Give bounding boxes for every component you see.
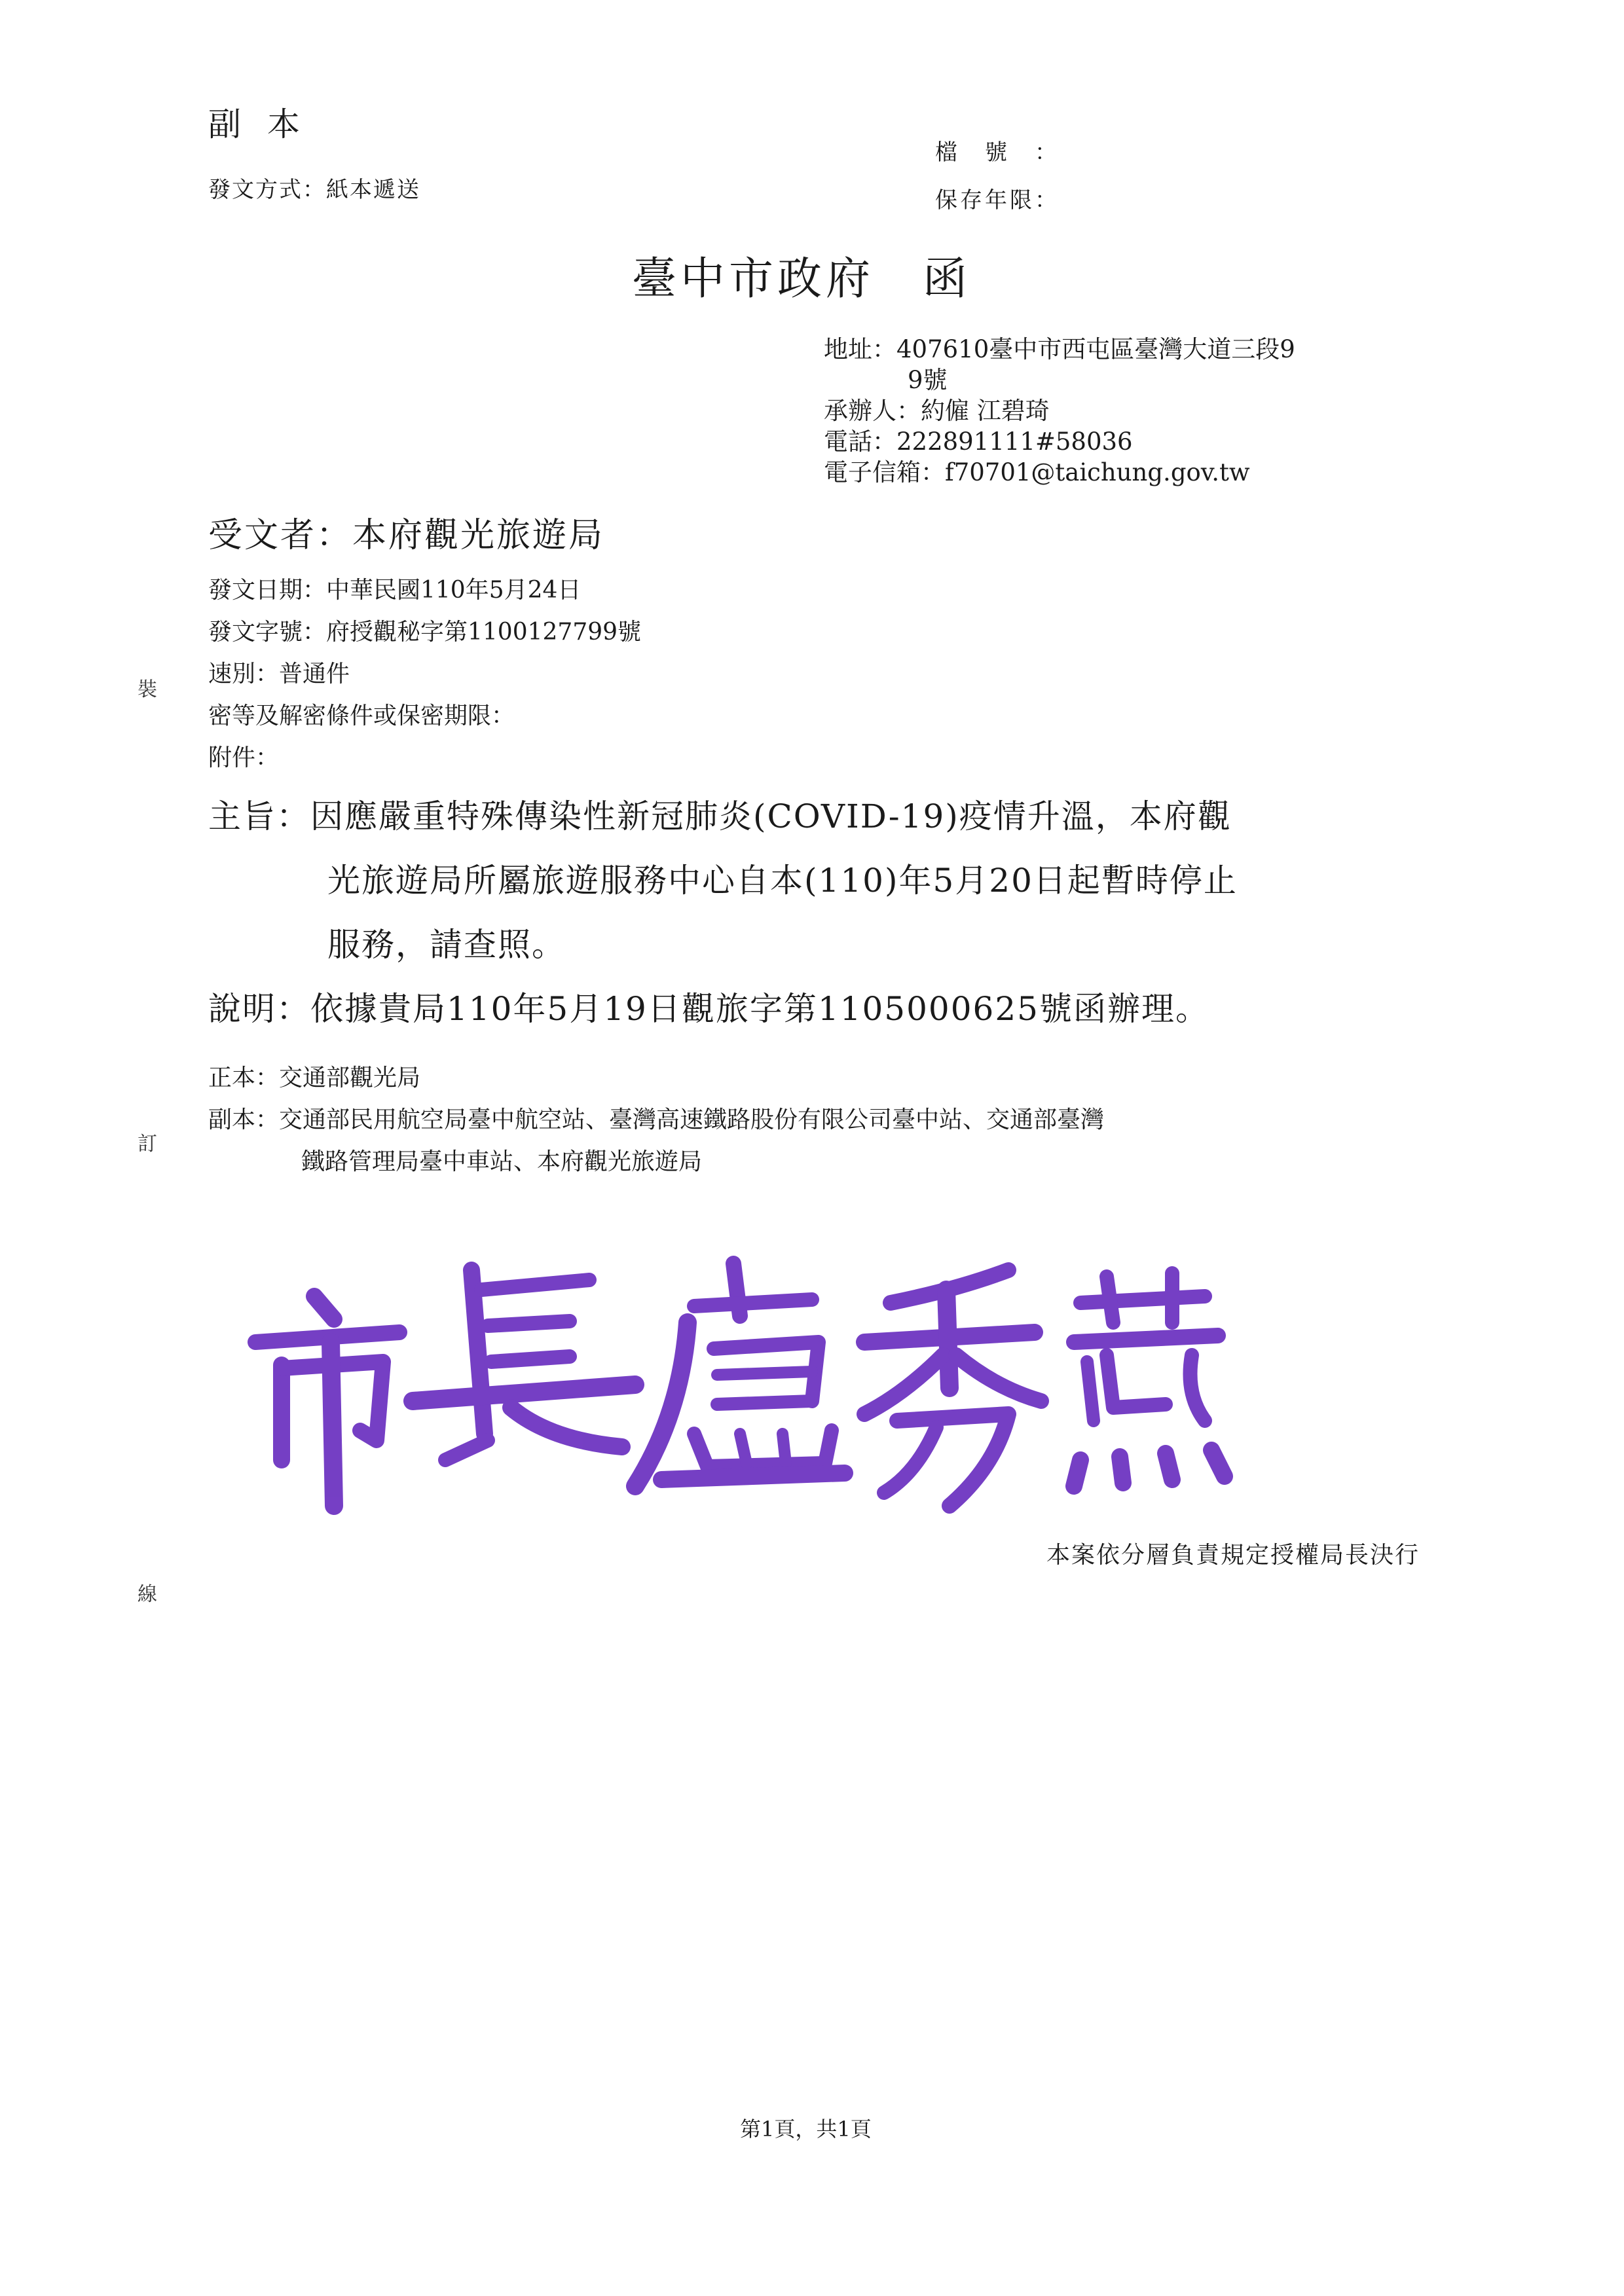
authorization-note: 本案依分層負責規定授權局長決行	[1046, 1542, 1420, 1569]
page-number: 第1頁，共1頁	[740, 2117, 872, 2141]
address-line-continued: 9號	[908, 366, 948, 394]
subject-block	[208, 784, 1238, 1041]
copy-recipients-continued: 鐵路管理局臺中車站、本府觀光旅遊局	[301, 1148, 703, 1175]
secrecy-level: 密等及解密條件或保密期限：	[208, 702, 515, 729]
copy-recipients: 副本：交通部民用航空局臺中航空站、臺灣高速鐵路股份有限公司臺中站、交通部臺灣	[208, 1106, 1105, 1133]
binding-mark-1: 裝	[138, 678, 157, 701]
explanation: 說明：依據貴局110年5月19日觀旅字第1105000625號函辦理。	[208, 990, 1209, 1028]
binding-mark-3: 線	[138, 1583, 157, 1606]
file-number-label: 檔號	[935, 139, 1035, 166]
distribution-block	[208, 1057, 1104, 1183]
subject-line-1: 主旨：因應嚴重特殊傳染性新冠肺炎(COVID-19)疫情升溫，本府觀	[208, 797, 1232, 835]
document-title: 臺中市政府 函	[632, 253, 972, 305]
original-recipient: 正本：交通部觀光局	[208, 1065, 421, 1091]
issue-date: 發文日期：中華民國110年5月24日	[208, 577, 581, 604]
subject-line-3: 服務，請查照。	[327, 926, 566, 964]
file-number	[935, 134, 1057, 166]
speed-class: 速別：普通件	[208, 661, 350, 687]
email: 電子信箱：f70701@taichung.gov.tw	[824, 458, 1250, 486]
recipient: 受文者：本府觀光旅遊局	[208, 516, 605, 555]
copy-mark: 副本	[208, 105, 326, 143]
contact-block	[824, 334, 1295, 488]
handler: 承辦人：約僱 江碧琦	[824, 397, 1050, 425]
mayor-signature-stamp	[236, 1244, 1244, 1539]
reference-number: 發文字號：府授觀秘字第1100127799號	[208, 619, 642, 646]
send-method: 發文方式：紙本遞送	[208, 177, 420, 203]
address-line: 地址：407610臺中市西屯區臺灣大道三段9	[824, 335, 1295, 363]
meta-block	[208, 570, 641, 779]
attachment: 附件：	[208, 744, 280, 771]
subject-line-2: 光旅遊局所屬旅遊服務中心自本(110)年5月20日起暫時停止	[327, 862, 1238, 900]
phone: 電話：222891111#58036	[824, 428, 1133, 456]
file-number-colon: ：	[1035, 139, 1057, 166]
retention-period: 保存年限：	[935, 187, 1060, 213]
binding-mark-2: 訂	[138, 1133, 157, 1156]
